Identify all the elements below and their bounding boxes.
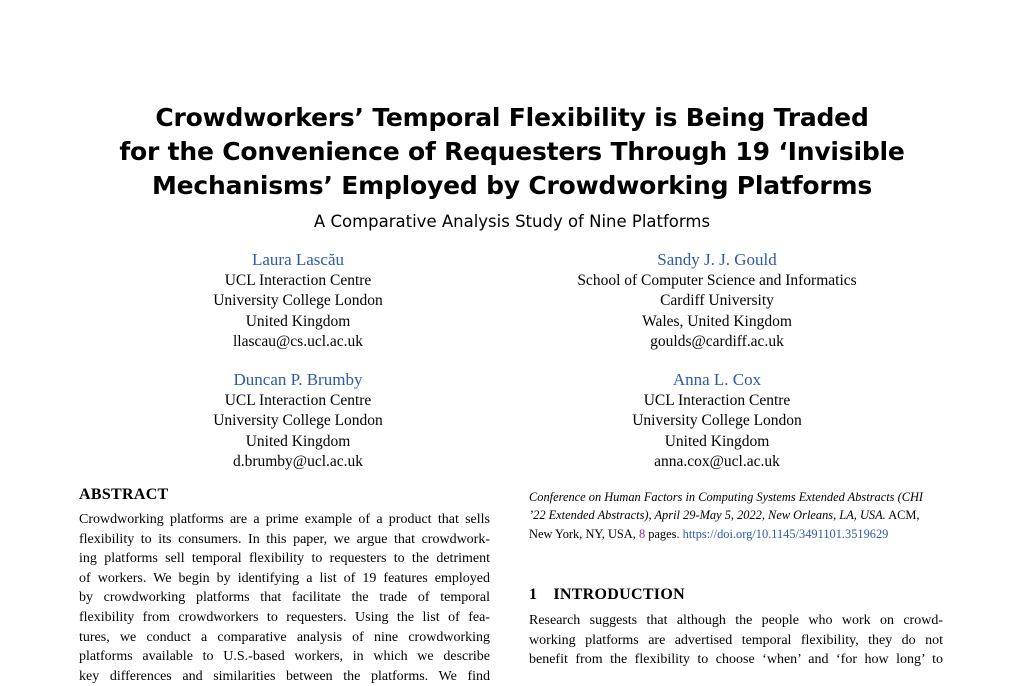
- author-email: goulds@cardiff.ac.uk: [650, 333, 784, 350]
- pages-label: pages.: [645, 526, 683, 541]
- author-block: [98, 250, 498, 353]
- introduction-heading: [529, 586, 685, 604]
- abstract-line: platforms available to U.S.-based workers, in which we describe: [79, 649, 490, 665]
- author-name[interactable]: Duncan P. Brumby: [233, 370, 363, 389]
- abstract-line: Crowdworking platforms are a prime example of a product that sells: [79, 512, 490, 527]
- title-line: for the Convenience of Requesters Through 19 ‘Invisible: [119, 137, 905, 166]
- introduction-line: benefit from the flexibility to choose ‘when’ and ‘for how long’ to: [529, 652, 943, 668]
- author-affiliation: School of Computer Science and Informatics: [577, 271, 857, 289]
- abstract-line: of workers. We begin by identifying a list of 19 features employed: [79, 570, 490, 586]
- author-block: [98, 370, 498, 473]
- author-affiliation: University College London: [632, 412, 802, 429]
- section-number: 1: [529, 586, 538, 603]
- abstract-body: [79, 510, 490, 686]
- author-affiliation: UCL Interaction Centre: [224, 391, 372, 409]
- introduction-body: [529, 611, 943, 670]
- author-country: United Kingdom: [664, 432, 770, 450]
- abstract-line: key differences and similarities between the platforms. We find: [79, 668, 490, 684]
- conference-location: New York, NY, USA,: [529, 526, 639, 541]
- author-affiliation: UCL Interaction Centre: [224, 271, 372, 289]
- paper-subtitle: A Comparative Analysis Study of Nine Platforms: [313, 212, 711, 231]
- section-title: INTRODUCTION: [553, 586, 685, 603]
- title-line: Mechanisms’ Employed by Crowdworking Platforms: [151, 171, 873, 200]
- page-count-link[interactable]: 8: [638, 526, 646, 541]
- doi-link[interactable]: https://doi.org/10.1145/3491101.3519629: [682, 526, 889, 541]
- author-email: anna.cox@ucl.ac.uk: [654, 453, 780, 470]
- author-affiliation: Cardiff University: [660, 292, 774, 309]
- author-block: [517, 370, 917, 473]
- author-email: d.brumby@ucl.ac.uk: [232, 453, 364, 470]
- author-country: United Kingdom: [245, 432, 351, 450]
- author-name[interactable]: Anna L. Cox: [672, 370, 762, 389]
- author-affiliation: UCL Interaction Centre: [643, 391, 791, 409]
- abstract-line: flexibility to its consumers. In this paper, we argue that crowdwork-: [79, 531, 490, 547]
- abstract-line: ing platforms sell temporal flexibility to requesters to the detriment: [79, 551, 490, 567]
- abstract-line: flexibility from crowdworkers to requesters. Using the list of fea-: [79, 609, 490, 625]
- abstract-heading: ABSTRACT: [79, 486, 169, 503]
- author-email: llascau@cs.ucl.ac.uk: [232, 333, 364, 350]
- author-block: [517, 250, 917, 353]
- author-name[interactable]: Laura Lascău: [251, 250, 345, 269]
- author-affiliation: University College London: [213, 292, 383, 309]
- author-affiliation: University College London: [213, 412, 383, 429]
- author-country: United Kingdom: [245, 312, 351, 330]
- conference-line: ’22 Extended Abstracts), April 29-May 5, 2022, New Orleans, LA, USA.: [529, 508, 886, 523]
- conference-line: Conference on Human Factors in Computing Systems Extended Abstracts (CHI: [529, 490, 924, 504]
- abstract-line: by crowdworking platforms that facilitate the trade of temporal: [79, 590, 490, 606]
- author-country: Wales, United Kingdom: [642, 312, 792, 330]
- abstract-line: tures, we conduct a comparative analysis of nine crowdworking: [79, 629, 490, 645]
- paper-title: [0, 101, 1024, 203]
- title-line: Crowdworkers’ Temporal Flexibility is Being Traded: [155, 103, 869, 132]
- introduction-line: Research suggests that although the people who work on crowd-: [529, 613, 943, 628]
- conference-publisher: ACM,: [885, 508, 920, 523]
- introduction-line: working platforms are advertised temporal flexibility, they do not: [529, 632, 943, 648]
- author-name[interactable]: Sandy J. J. Gould: [657, 250, 777, 269]
- conference-reference: [529, 488, 944, 543]
